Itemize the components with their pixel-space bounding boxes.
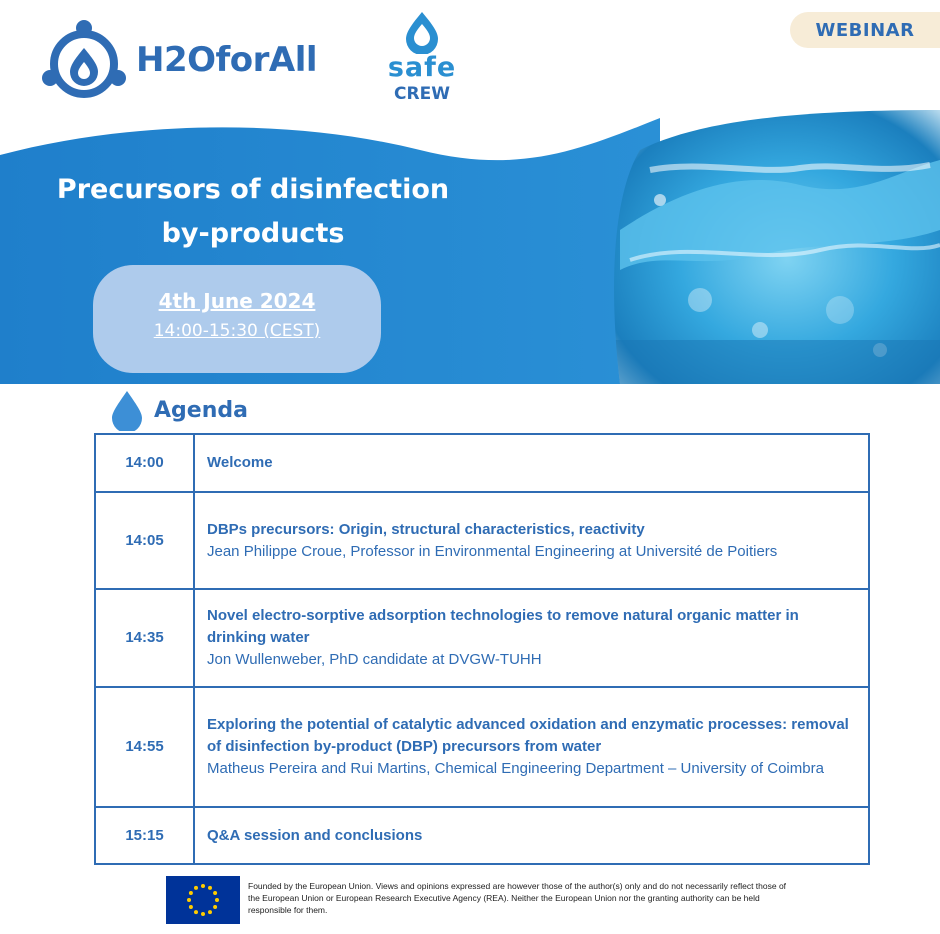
event-title-line-1: Precursors of disinfection xyxy=(56,174,450,205)
brand-name: H2OforAll xyxy=(136,40,318,80)
agenda-speaker: Matheus Pereira and Rui Martins, Chemical Engineering Department – University of Coimbra xyxy=(207,760,824,777)
agenda-time: 14:55 xyxy=(95,687,194,807)
agenda-description xyxy=(194,687,869,807)
agenda-table xyxy=(94,433,870,865)
event-date-box xyxy=(93,265,381,373)
safecrew-logo xyxy=(380,8,464,104)
agenda-talk-title: Welcome xyxy=(207,454,273,471)
table-row xyxy=(95,687,869,807)
agenda-talk-title: Novel electro-sorptive adsorption technologies to remove natural organic matter in drinking water xyxy=(207,607,799,646)
agenda-talk-title: Q&A session and conclusions xyxy=(207,826,423,844)
agenda-speaker: Jon Wullenweber, PhD candidate at DVGW-TUHH xyxy=(207,651,542,668)
agenda-heading xyxy=(110,390,248,430)
agenda-time: 15:15 xyxy=(95,807,194,864)
eu-disclaimer: Founded by the European Union. Views and opinions expressed are however those of the author(s) only and do not necessarily reflect those of the European Union or European Research Executive Agency (REA). Neither the European Union nor the granting authority can be held responsible for them. xyxy=(248,881,787,915)
event-title xyxy=(22,168,484,256)
partner-logo-bottom: CREW xyxy=(394,84,450,104)
agenda-speaker: Jean Philippe Croue, Professor in Environmental Engineering at Université de Poitiers xyxy=(207,542,778,560)
agenda-time: 14:05 xyxy=(95,492,194,589)
event-date: 4th June 2024 xyxy=(158,289,316,313)
agenda-time: 14:35 xyxy=(95,589,194,687)
agenda-title: Agenda xyxy=(154,397,248,423)
agenda-talk-title: Exploring the potential of catalytic advanced oxidation and enzymatic processes: removal of disinfection by-product (DBP) precursors from water xyxy=(207,716,849,755)
water-drop-icon xyxy=(380,8,464,54)
partner-logo-top: safe xyxy=(387,52,457,83)
event-time: 14:00-15:30 (CEST) xyxy=(153,321,321,341)
agenda-time: 14:00 xyxy=(95,434,194,492)
table-row xyxy=(95,434,869,492)
agenda-description xyxy=(194,492,869,589)
people-circle-water-drop-icon xyxy=(40,18,128,102)
event-title-line-2: by-products xyxy=(161,218,345,249)
agenda-description xyxy=(194,434,869,492)
agenda-description xyxy=(194,807,869,864)
water-drop-icon xyxy=(110,389,144,431)
agenda-description xyxy=(194,589,869,687)
agenda-talk-title: DBPs precursors: Origin, structural characteristics, reactivity xyxy=(207,520,645,538)
table-row xyxy=(95,807,869,864)
webinar-tag: WEBINAR xyxy=(790,12,940,48)
h2oforall-logo xyxy=(40,18,340,102)
table-row xyxy=(95,589,869,687)
eu-flag-icon xyxy=(166,876,240,924)
table-row xyxy=(95,492,869,589)
